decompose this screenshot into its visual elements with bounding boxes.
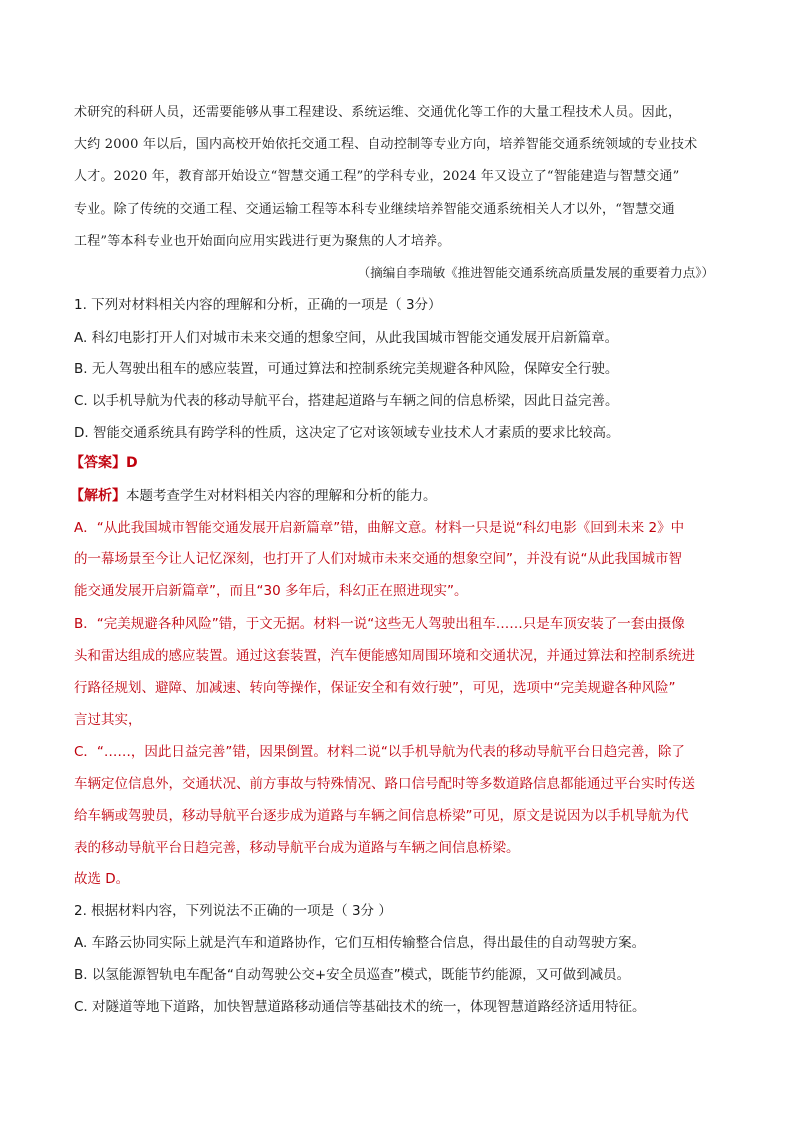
explanation-line-6: 行路径规划、避障、加减速、转向等操作，保证安全和有效行驶”，可见，选项中“完美规避各种风险” <box>74 680 676 696</box>
analysis-tag: 【解析】 <box>70 488 126 504</box>
passage-line-2: 大约 2000 年以后，国内高校开始依托交通工程、自动控制等专业方向，培养智能交通系统领域的专业技术 <box>74 137 698 152</box>
passage-line-1: 术研究的科研人员，还需要能够从事工程建设、系统运维、交通优化等工作的大量工程技术人员。因此， <box>74 105 682 120</box>
explanation-line-5: 头和雷达组成的感应装置。通过这套装置，汽车便能感知周围环境和交通状况，并通过算法和控制系统进 <box>74 648 695 664</box>
answer-value: D <box>126 455 138 471</box>
explanation-line-9: 车辆定位信息外，交通状况、前方事故与特殊情况、路口信号配时等多数道路信息都能通过平台实时传送 <box>74 776 695 792</box>
q1-analysis <box>70 484 437 505</box>
explanation-line-7: 言过其实， <box>74 712 142 728</box>
q1-option-a: A. 科幻电影打开人们对城市未来交通的想象空间，从此我国城市智能交通发展开启新篇章。 <box>74 330 619 346</box>
explanation-line-1: A．“从此我国城市智能交通发展开启新篇章”错，曲解文意。材料一只是说“科幻电影《回到未来 2》中 <box>74 520 685 536</box>
explanation-line-10: 给车辆或驾驶员，移动导航平台逐步成为道路与车辆之间信息桥梁”可见，原文是说因为以手机导航为代 <box>74 808 689 824</box>
explanation-line-2: 的一幕场景至今让人记忆深刻，也打开了人们对城市未来交通的想象空间”，并没有说“从此我国城市智 <box>74 551 682 567</box>
passage-line-3: 人才。2020 年，教育部开始设立“智慧交通工程”的学科专业，2024 年又设立了“智能建造与智慧交通” <box>74 169 680 184</box>
q1-answer <box>70 452 138 472</box>
passage-line-4: 专业。除了传统的交通工程、交通运输工程等本科专业继续培养智能交通系统相关人才以外，“智慧交通 <box>74 202 675 217</box>
passage-source: （摘编自李瑞敏《推进智能交通系统高质量发展的重要着力点》） <box>357 265 714 280</box>
q1-conclusion: 故选 D。 <box>74 871 130 887</box>
q1-option-d: D. 智能交通系统具有跨学科的性质，这决定了它对该领域专业技术人才素质的要求比较高。 <box>74 425 620 441</box>
q2-stem: 2. 根据材料内容，下列说法不正确的一项是（ 3分 ） <box>74 903 392 919</box>
analysis-intro: 本题考查学生对材料相关内容的理解和分析的能力。 <box>126 488 437 504</box>
explanation-line-11: 表的移动导航平台日趋完善，移动导航平台成为道路与车辆之间信息桥梁。 <box>74 840 520 856</box>
q1-stem: 1. 下列对材料相关内容的理解和分析，正确的一项是（ 3分） <box>74 297 442 313</box>
q1-option-b: B. 无人驾驶出租车的感应装置，可通过算法和控制系统完美规避各种风险，保障安全行驶。 <box>74 361 619 377</box>
explanation-line-4: B．“完美规避各种风险”错，于文无据。材料一说“这些无人驾驶出租车……只是车顶安装了一套由摄像 <box>74 616 685 632</box>
q2-option-c: C. 对隧道等地下道路，加快智慧道路移动通信等基础技术的统一，体现智慧道路经济适用特征。 <box>74 999 646 1015</box>
explanation-line-3: 能交通发展开启新篇章”，而且“30 多年后，科幻正在照进现实”。 <box>74 583 468 599</box>
q2-option-a: A. 车路云协同实际上就是汽车和道路协作，它们互相传输整合信息，得出最佳的自动驾驶方案。 <box>74 935 646 951</box>
q2-option-b: B. 以氢能源智轨电车配备“自动驾驶公交+安全员巡查”模式，既能节约能源，又可做到减员。 <box>74 967 631 983</box>
explanation-line-8: C．“……，因此日益完善”错，因果倒置。材料二说“以手机导航为代表的移动导航平台日趋完善，除了 <box>74 744 685 760</box>
q1-option-c: C. 以手机导航为代表的移动导航平台，搭建起道路与车辆之间的信息桥梁，因此日益完善。 <box>74 393 619 409</box>
passage-line-5: 工程”等本科专业也开始面向应用实践进行更为聚焦的人才培养。 <box>74 234 451 249</box>
answer-tag: 【答案】 <box>70 455 126 471</box>
